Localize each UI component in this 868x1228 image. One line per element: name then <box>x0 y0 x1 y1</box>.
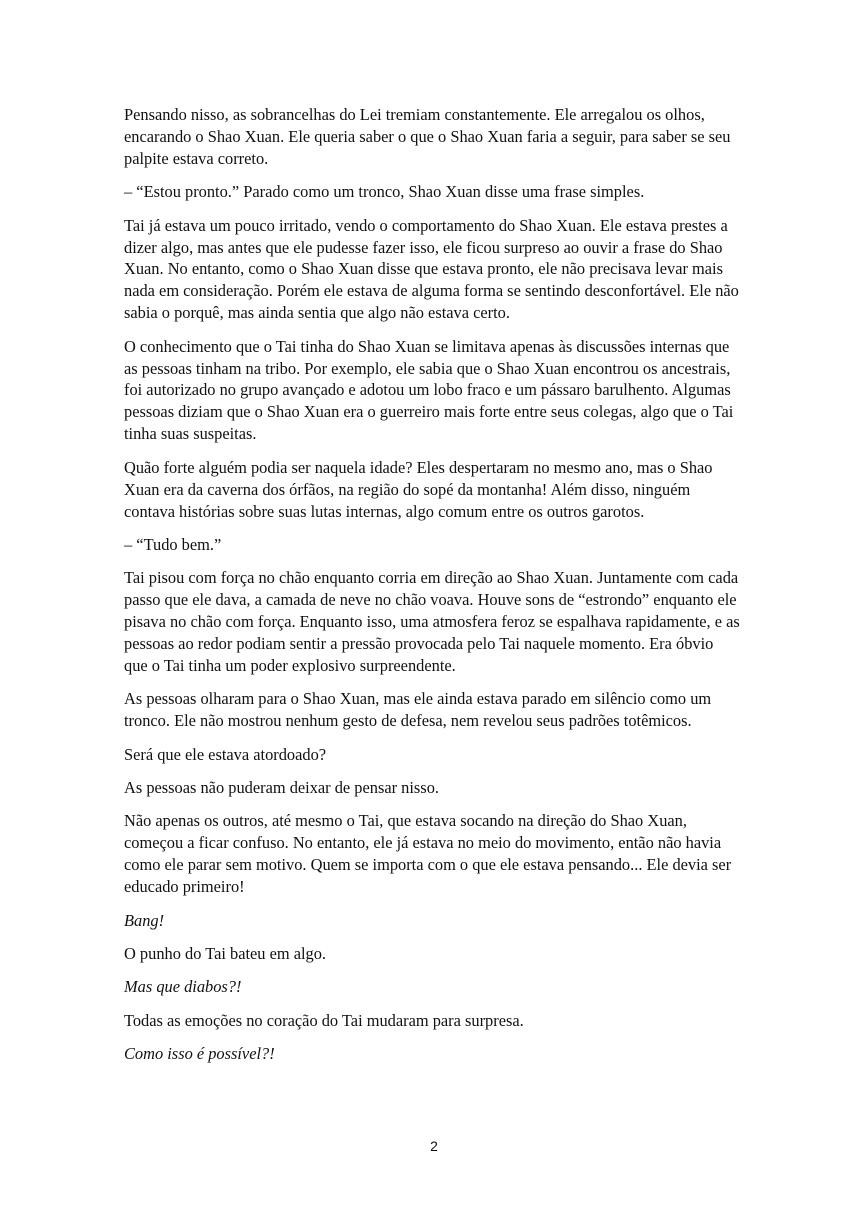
paragraph-8: As pessoas olharam para o Shao Xuan, mas ele ainda estava parado em silêncio como um tronco. Ele não mostrou nenhum gesto de defesa, nem revelou seus padrões totêmicos. <box>124 689 712 731</box>
paragraph-4: O conhecimento que o Tai tinha do Shao Xuan se limitava apenas às discussões internas que as pessoas tinham na tribo. Por exemplo, ele sabia que o Shao Xuan encontrou os ancestrais, foi autorizado no grupo avançado e adotou um lobo fraco e um pássaro barulhento. Algumas pessoas diziam que o Shao Xuan era o guerreiro mais forte entre seus colegas, algo que o Tai tinha suas suspeitas. <box>124 336 734 444</box>
paragraph-12-italic: Bang! <box>124 910 165 930</box>
paragraph-15: Todas as emoções no coração do Tai mudaram para surpresa. <box>124 1010 524 1030</box>
paragraph-9: Será que ele estava atordoado? <box>124 744 327 764</box>
paragraph-2: – “Estou pronto.” Parado como um tronco, Shao Xuan disse uma frase simples. <box>124 182 645 202</box>
paragraph-1: Pensando nisso, as sobrancelhas do Lei tremiam constantemente. Ele arregalou os olhos, encarando o Shao Xuan. Ele queria saber o que o Shao Xuan faria a seguir, para saber se seu palpite estava correto. <box>124 105 731 168</box>
paragraph-5: Quão forte alguém podia ser naquela idade? Eles despertaram no mesmo ano, mas o Shao Xuan era da caverna dos órfãos, na região do sopé da montanha! Além disso, ninguém contava histórias sobre suas lutas internas, algo comum entre os outros garotos. <box>124 457 713 521</box>
paragraph-7: Tai pisou com força no chão enquanto corria em direção ao Shao Xuan. Juntamente com cada passo que ele dava, a camada de neve no chão voava. Houve sons de “estrondo” enquanto ele pisava no chão com força. Enquanto isso, uma atmosfera feroz se espalhava rapidamente, e as pessoas ao redor podiam sentir a pressão provocada pelo Tai naquele momento. Era óbvio que o Tai tinha um poder explosivo surpreendente. <box>124 568 740 675</box>
paragraph-3: Tai já estava um pouco irritado, vendo o comportamento do Shao Xuan. Ele estava prestes a dizer algo, mas antes que ele pudesse fazer isso, ele ficou surpreso ao ouvir a frase do Shao Xuan. No entanto, como o Shao Xuan disse que estava pronto, ele não precisava levar mais nada em consideração. Porém ele estava de alguma forma se sentindo desconfortável. Ele não sabia o porquê, mas ainda sentia que algo não estava certo. <box>124 215 739 323</box>
paragraph-16-italic: Como isso é possível?! <box>124 1044 275 1064</box>
page-body <box>124 104 740 1077</box>
paragraph-11: Não apenas os outros, até mesmo o Tai, que estava socando na direção do Shao Xuan, começou a ficar confuso. No entanto, ele já estava no meio do movimento, então não havia como ele parar sem motivo. Quem se importa com o que ele estava pensando... Ele devia ser educado primeiro! <box>124 811 732 897</box>
paragraph-13: O punho do Tai bateu em algo. <box>124 944 327 963</box>
paragraph-6: – “Tudo bem.” <box>124 534 222 554</box>
paragraph-14-italic: Mas que diabos?! <box>124 977 242 997</box>
page-number: 2 <box>430 1138 438 1154</box>
paragraph-10: As pessoas não puderam deixar de pensar nisso. <box>124 778 439 798</box>
